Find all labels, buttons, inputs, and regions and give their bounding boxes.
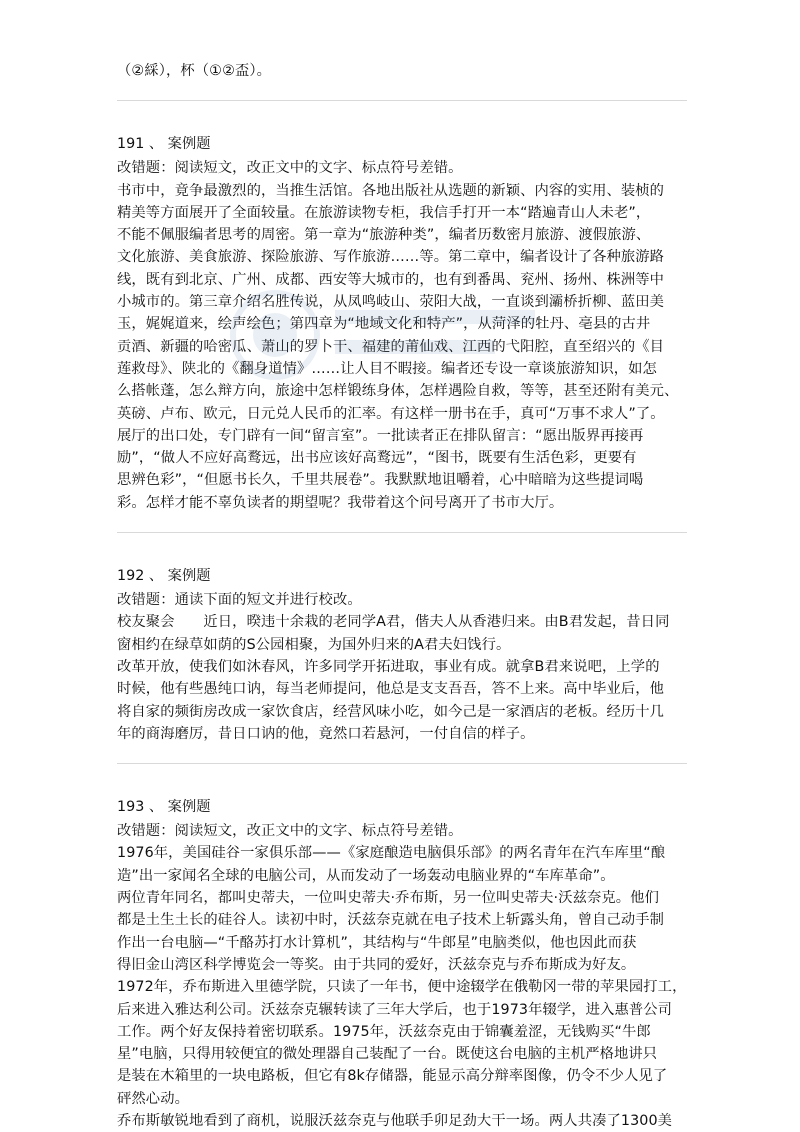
body-text-line: 砰然心动。 [117, 1090, 189, 1107]
section-divider [117, 100, 687, 101]
document-page [117, 60, 687, 1132]
body-text-line: 么搭帐蓬，怎么辩方向，旅途中怎样锻练身体，怎样遇险自救，等等，甚至还附有美元、 [117, 383, 679, 400]
body-text-line: 思辨色彩”，“但愿书长久，千里共展卷”。我默默地诅嚼着，心中暗暗为这些提词喝 [117, 472, 644, 489]
body-text-line: 星”电脑，只得用较便宜的微处理器自己装配了一台。既使这台电脑的主机严格地讲只 [117, 1046, 658, 1063]
body-text-line: 校友聚会 近日，暌违十余栽的老同学A君，偕夫人从香港归来。由B君发起，昔日同 [117, 614, 670, 631]
body-text-line: 线，既有到北京、广州、成都、西安等大城市的，也有到番禺、兖州、扬州、株洲等中 [117, 271, 665, 288]
question-heading: 191 、 案例题 [117, 136, 211, 153]
body-text-line: 文化旅游、美食旅游、探险旅游、写作旅游……等。第二章中，编者设计了各种旅游路 [117, 249, 665, 266]
body-text-line: 精美等方面展开了全面较量。在旅游读物专柜，我信手打开一本“踏遍青山人未老”， [117, 204, 651, 221]
body-text-line: 彩。怎样才能不辜负读者的期望呢？我带着这个问号离开了书市大厅。 [117, 494, 564, 511]
question-section [117, 565, 687, 764]
question-heading: 193 、 案例题 [117, 799, 211, 816]
body-text-line: 玉，娓娓道来，绘声绘色；第四章为“地域文化和特产”，从菏泽的牡丹、亳县的古井 [117, 316, 651, 333]
body-text-line: 作出一台电脑—“千酪苏打水计算机”，其结构与“牛郎星”电脑类似，他也因此而获 [117, 934, 637, 951]
body-text-line: 改错题：阅读短文，改正文中的文字、标点符号差错。 [117, 823, 463, 840]
body-text-line: 窗相约在绿草如荫的S公园相聚，为国外归来的A君夫妇饯行。 [117, 636, 511, 653]
body-text-line: 改错题：阅读短文，改正文中的文字、标点符号差错。 [117, 160, 463, 177]
body-text-line: 展厅的出口处，专门辟有一间“留言室”。一批读者正在排队留言：“愿出版界再接再 [117, 427, 644, 444]
body-text-line: 莲救母》、陕北的《翻身道情》……让人目不暇接。编者还专设一章谈旅游知识，如怎 [117, 360, 657, 377]
body-text-line: 工作。两个好友保持着密切联系。1975年，沃兹奈克由于锦囊羞涩，无钱购买“牛郎 [117, 1023, 651, 1040]
question-section [117, 133, 687, 533]
question-section [117, 796, 687, 1132]
body-text-line: 是装在木箱里的一块电路板，但它有8k存储器，能显示高分辩率图像，仍令不少人见了 [117, 1068, 668, 1085]
body-text-line: 不能不佩服编者思考的周密。第一章为“旅游种类”，编者历数密月旅游、渡假旅游、 [117, 227, 651, 244]
body-text-line: 1972年，乔布斯进入里德学院，只读了一年书，便中途辍学在俄勒冈一带的苹果园打工， [117, 979, 687, 996]
body-text-line: 时候，他有些愚纯口讷，每当老师提问，他总是支支吾吾，答不上来。高中毕业后，他 [117, 681, 665, 698]
section-divider [117, 532, 687, 533]
body-text-line: 造”出一家闻名全球的电脑公司，从而发动了一场轰动电脑业界的“车库革命”。 [117, 867, 615, 884]
body-text-line: 英磅、卢布、欧元，日元兑人民币的汇率。有这样一册书在手，真可“万事不求人”了。 [117, 405, 665, 422]
body-text-line: 乔布斯敏锐地看到了商机，说服沃兹奈克与他联手卯足劲大干一场。两人共凑了1300美 [117, 1112, 673, 1129]
section-divider [117, 763, 687, 764]
question-list [117, 133, 687, 1132]
body-text-line: 励”，“做人不应好高鹜远，出书应该好高鹜远”，“图书，既要有生活色彩，更要有 [117, 450, 637, 467]
body-text-line: 小城市的。第三章介绍名胜传说，从凤鸣岐山、荥阳大战，一直谈到灞桥折柳、蓝田美 [117, 294, 665, 311]
body-text-line: 两位青年同名，都叫史蒂夫，一位叫史蒂夫·乔布斯，另一位叫史蒂夫·沃兹奈克。他们 [117, 890, 659, 907]
body-text-line: 得旧金山湾区科学博览会一等奖。由于共同的爱好，沃兹奈克与乔布斯成为好友。 [117, 956, 636, 973]
body-text-line: 贡酒、新疆的哈密瓜、萧山的罗卜干、福建的莆仙戏、江西的弋阳腔，直至绍兴的《目 [117, 338, 665, 355]
body-text-line: 改革开放，使我们如沐春风，许多同学开拓进取，事业有成。就拿B君来说吧，上学的 [117, 658, 660, 675]
body-text-line: 1976年，美国硅谷一家俱乐部——《家庭酿造电脑俱乐部》的两名青年在汽车库里“酿 [117, 845, 666, 862]
body-text-line: 书市中，竟争最激烈的，当推生活馆。各地出版社从选题的新颖、内容的实用、装桢的 [117, 182, 665, 199]
body-text-line: 将自家的频街房改成一家饮食店，经营风味小吃，如今己是一家酒店的老板。经历十几 [117, 703, 665, 720]
body-text-line: 后来进入雅达利公司。沃兹奈克辗转读了三年大学后，也于1973年辍学，进入惠普公司 [117, 1001, 673, 1018]
body-text-line: 改错题：通读下面的短文并进行校改。 [117, 592, 362, 609]
top-fragment: （②綵），杯（①②盃）。 [117, 63, 272, 79]
body-text-line: 都是土生土长的硅谷人。读初中时，沃兹奈克就在电子技术上斩露头角，曾自己动手制 [117, 912, 665, 929]
question-heading: 192 、 案例题 [117, 568, 211, 585]
body-text-line: 年的商海磨厉，昔日口讷的他，竟然口若悬河，一付自信的样子。 [117, 725, 535, 742]
